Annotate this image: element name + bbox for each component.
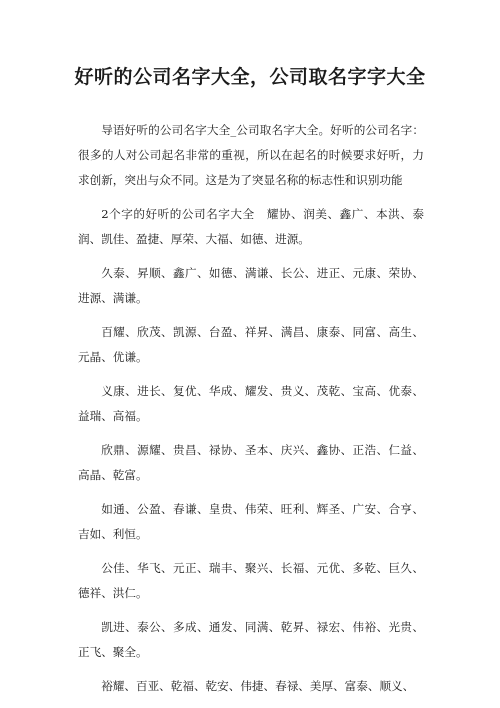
- document-body: [78, 118, 424, 708]
- name-list-paragraph: 凯进、泰公、多成、通发、同满、乾昇、禄宏、伟裕、光贵、正飞、聚全。: [78, 620, 424, 659]
- name-list-paragraph: 百耀、欣茂、凯源、台盈、祥昇、满昌、康泰、同富、高生、元晶、优谦。: [78, 325, 424, 364]
- name-list-paragraph: 义康、进长、复优、华成、耀发、贵义、茂乾、宝高、优泰、益瑞、高福。: [78, 384, 424, 423]
- name-list-paragraph: 久泰、昇顺、鑫广、如德、满谦、长公、进正、元康、荣协、进源、满谦。: [78, 266, 424, 305]
- name-list-paragraph: 裕耀、百亚、乾福、乾安、伟捷、春禄、美厚、富泰、顺义、: [101, 679, 415, 693]
- document-title: 好听的公司名字大全，公司取名字字大全: [74, 66, 426, 88]
- name-list-paragraph: 如通、公盈、春谦、皇贵、伟荣、旺利、辉圣、广安、合亨、吉如、利恒。: [78, 502, 424, 541]
- intro-paragraph: 导语好听的公司名字大全_公司取名字大全。好听的公司名字：很多的人对公司起名非常的重视，所以在起名的时候要求好听，力求创新，突出与众不同。这是为了突显名称的标志性和识别功能: [78, 123, 424, 187]
- two-char-names-paragraph: 2个字的好听的公司名字大全 耀协、润美、鑫广、本洪、泰润、凯佳、盈捷、厚荣、大福、如德、进源。: [78, 207, 424, 246]
- name-list-paragraph: 公佳、华飞、元正、瑞丰、聚兴、长福、元优、多乾、巨久、德祥、洪仁。: [78, 561, 424, 600]
- name-list-paragraph: 欣鼎、源耀、贵昌、禄协、圣本、庆兴、鑫协、正浩、仁益、高晶、乾富。: [78, 443, 424, 482]
